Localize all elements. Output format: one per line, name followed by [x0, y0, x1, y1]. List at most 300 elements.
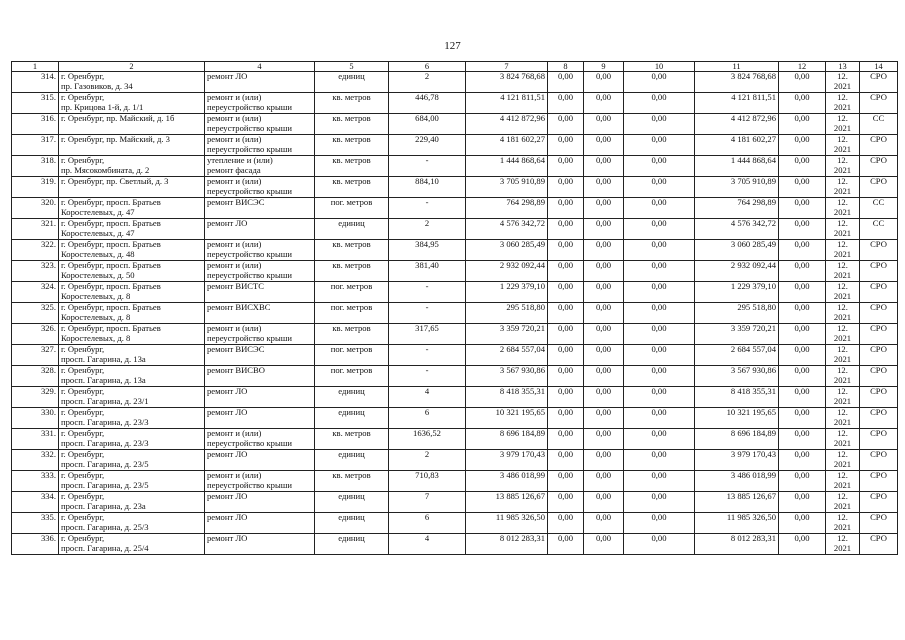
total-cost-cell — [466, 492, 548, 513]
column-header: 2 — [59, 62, 205, 72]
table-row — [12, 429, 898, 450]
col9-cell-line: 0,00 — [595, 491, 612, 501]
total-cost-cell-line: 8 696 184,89 — [499, 428, 545, 438]
unit-cell-line: единиц — [338, 533, 365, 543]
address-cell — [59, 450, 205, 471]
column-header: 6 — [389, 62, 466, 72]
address-cell — [59, 408, 205, 429]
row-number-line: 327. — [40, 344, 56, 354]
fund-amount-cell-line: 4 576 342,72 — [730, 218, 776, 228]
address-cell-line: просп. Гагарина, д. 23/3 — [61, 437, 149, 448]
fund-type-cell — [860, 366, 898, 387]
col10-cell-line: 0,00 — [651, 92, 667, 102]
address-cell — [59, 429, 205, 450]
total-cost-cell-line: 3 705 910,89 — [499, 176, 545, 186]
quantity-cell — [389, 492, 466, 513]
address-cell-line: г. Оренбург, — [61, 386, 105, 396]
deadline-cell-line: 12. — [837, 323, 848, 333]
table-body — [12, 62, 898, 555]
col10-cell-line: 0,00 — [651, 113, 667, 123]
quantity-cell — [389, 156, 466, 177]
work-type-cell — [205, 324, 315, 345]
deadline-cell-line: 12. — [837, 197, 848, 207]
row-number — [12, 198, 59, 219]
col9-cell-line: 0,00 — [595, 512, 612, 522]
row-number-line: 331. — [40, 428, 56, 438]
row-number-line: 315. — [40, 92, 56, 102]
unit-cell-line: кв. метров — [332, 239, 371, 249]
col8-cell — [548, 513, 584, 534]
col9-cell — [584, 114, 624, 135]
quantity-cell-line: - — [425, 365, 429, 375]
table-row — [12, 261, 898, 282]
work-type-cell-line: ремонт ЛО — [207, 533, 248, 543]
unit-cell — [315, 156, 389, 177]
fund-type-cell-line: СРО — [870, 71, 887, 81]
total-cost-cell-line: 4 576 342,72 — [499, 218, 545, 228]
fund-amount-cell — [695, 72, 779, 93]
fund-type-cell — [860, 177, 898, 198]
quantity-cell-line: - — [425, 281, 429, 291]
col8-cell-line: 0,00 — [557, 281, 574, 291]
unit-cell-line: кв. метров — [332, 323, 371, 333]
work-type-cell-line: переустройство крыши — [207, 185, 292, 196]
table-row — [12, 93, 898, 114]
fund-type-cell — [860, 387, 898, 408]
col9-cell-line: 0,00 — [595, 155, 612, 165]
quantity-cell — [389, 282, 466, 303]
col10-cell-line: 0,00 — [651, 428, 667, 438]
col12-cell — [779, 93, 826, 114]
fund-amount-cell — [695, 240, 779, 261]
col12-cell — [779, 513, 826, 534]
fund-amount-cell — [695, 366, 779, 387]
col10-cell — [624, 387, 695, 408]
address-cell-line: г. Оренбург, просп. Братьев — [61, 302, 161, 312]
quantity-cell — [389, 219, 466, 240]
deadline-cell-line: 2021 — [833, 122, 852, 133]
address-cell-line: г. Оренбург, — [61, 533, 105, 543]
col12-cell-line: 0,00 — [794, 218, 810, 228]
col12-cell-line: 0,00 — [794, 92, 810, 102]
col10-cell — [624, 534, 695, 555]
col9-cell-line: 0,00 — [595, 134, 612, 144]
col12-cell-line: 0,00 — [794, 197, 810, 207]
unit-cell-line: пог. метров — [330, 365, 373, 375]
unit-cell — [315, 135, 389, 156]
deadline-cell — [826, 135, 860, 156]
address-cell-line: пр. Газовиков, д. 34 — [61, 80, 133, 91]
table-row — [12, 366, 898, 387]
fund-type-cell-line: СРО — [870, 428, 887, 438]
unit-cell-line: пог. метров — [330, 344, 373, 354]
col12-cell-line: 0,00 — [794, 71, 810, 81]
fund-type-cell-line: СРО — [870, 260, 887, 270]
fund-amount-cell — [695, 219, 779, 240]
row-number — [12, 93, 59, 114]
col8-cell-line: 0,00 — [557, 239, 574, 249]
fund-amount-cell-line: 295 518,80 — [737, 302, 776, 312]
total-cost-cell-line: 4 121 811,51 — [500, 92, 545, 102]
deadline-cell-line: 12. — [837, 365, 848, 375]
fund-amount-cell-line: 3 979 170,43 — [730, 449, 776, 459]
unit-cell-line: кв. метров — [332, 260, 371, 270]
total-cost-cell — [466, 219, 548, 240]
deadline-cell-line: 12. — [837, 344, 848, 354]
col9-cell — [584, 429, 624, 450]
row-number — [12, 282, 59, 303]
table-row — [12, 513, 898, 534]
col8-cell — [548, 471, 584, 492]
address-cell-line: Коростелевых, д. 8 — [61, 311, 131, 322]
fund-type-cell — [860, 135, 898, 156]
quantity-cell-line: 1636,52 — [413, 428, 441, 438]
col9-cell — [584, 450, 624, 471]
deadline-cell-line: 2021 — [833, 458, 852, 469]
address-cell — [59, 93, 205, 114]
row-number — [12, 429, 59, 450]
unit-cell — [315, 114, 389, 135]
row-number-line: 317. — [40, 134, 56, 144]
table-row — [12, 114, 898, 135]
col10-cell — [624, 177, 695, 198]
col10-cell-line: 0,00 — [651, 155, 667, 165]
col12-cell — [779, 177, 826, 198]
work-type-cell-line: переустройство крыши — [207, 248, 292, 259]
fund-amount-cell-line: 4 412 872,96 — [730, 113, 776, 123]
fund-amount-cell-line: 2 932 092,44 — [730, 260, 776, 270]
col12-cell — [779, 135, 826, 156]
col8-cell — [548, 387, 584, 408]
quantity-cell — [389, 93, 466, 114]
col8-cell-line: 0,00 — [557, 134, 574, 144]
row-number — [12, 72, 59, 93]
quantity-cell-line: 381,40 — [415, 260, 439, 270]
total-cost-cell — [466, 408, 548, 429]
table-row — [12, 72, 898, 93]
row-number — [12, 135, 59, 156]
col8-cell-line: 0,00 — [557, 302, 574, 312]
col12-cell — [779, 387, 826, 408]
col10-cell — [624, 156, 695, 177]
address-cell-line: г. Оренбург, — [61, 92, 105, 102]
work-type-cell-line: ремонт ВИСВО — [207, 365, 265, 375]
unit-cell — [315, 366, 389, 387]
col8-cell-line: 0,00 — [557, 176, 574, 186]
fund-type-cell — [860, 93, 898, 114]
col10-cell-line: 0,00 — [651, 344, 667, 354]
work-type-cell-line: ремонт ЛО — [207, 512, 248, 522]
col9-cell — [584, 387, 624, 408]
fund-amount-cell-line: 1 229 379,10 — [730, 281, 776, 291]
column-header: 13 — [826, 62, 860, 72]
col10-cell — [624, 240, 695, 261]
table-row — [12, 135, 898, 156]
fund-amount-cell — [695, 282, 779, 303]
quantity-cell — [389, 429, 466, 450]
fund-type-cell-line: СРО — [870, 323, 887, 333]
total-cost-cell-line: 3 359 720,21 — [499, 323, 545, 333]
address-cell-line: г. Оренбург, — [61, 491, 105, 501]
deadline-cell-line: 12. — [837, 470, 848, 480]
deadline-cell — [826, 114, 860, 135]
total-cost-cell — [466, 114, 548, 135]
quantity-cell-line: 684,00 — [415, 113, 439, 123]
deadline-cell — [826, 345, 860, 366]
col12-cell — [779, 72, 826, 93]
work-type-cell-line — [207, 502, 312, 512]
deadline-cell-line: 12. — [837, 176, 848, 186]
col9-cell — [584, 198, 624, 219]
total-cost-cell-line: 3 060 285,49 — [499, 239, 545, 249]
work-type-cell-line — [207, 523, 312, 533]
work-type-cell — [205, 198, 315, 219]
col12-cell-line: 0,00 — [794, 407, 810, 417]
column-header: 8 — [548, 62, 584, 72]
col9-cell-line: 0,00 — [595, 407, 612, 417]
work-type-cell — [205, 513, 315, 534]
quantity-cell — [389, 471, 466, 492]
col9-cell — [584, 261, 624, 282]
col12-cell-line: 0,00 — [794, 155, 810, 165]
fund-amount-cell — [695, 198, 779, 219]
work-type-cell-line: переустройство крыши — [207, 269, 292, 280]
deadline-cell-line: 2021 — [833, 80, 852, 91]
col9-cell — [584, 303, 624, 324]
col8-cell — [548, 240, 584, 261]
unit-cell — [315, 93, 389, 114]
col10-cell-line: 0,00 — [651, 134, 667, 144]
total-cost-cell — [466, 156, 548, 177]
fund-type-cell — [860, 198, 898, 219]
deadline-cell — [826, 450, 860, 471]
col9-cell-line: 0,00 — [595, 260, 612, 270]
row-number-line: 320. — [40, 197, 56, 207]
unit-cell-line: единиц — [338, 407, 365, 417]
total-cost-cell-line: 1 444 868,64 — [499, 155, 545, 165]
col8-cell — [548, 492, 584, 513]
address-cell-line: г. Оренбург, — [61, 449, 105, 459]
unit-cell — [315, 471, 389, 492]
work-type-cell — [205, 387, 315, 408]
col8-cell-line: 0,00 — [557, 365, 574, 375]
work-type-cell — [205, 261, 315, 282]
row-number-line: 336. — [40, 533, 56, 543]
deadline-cell-line: 12. — [837, 155, 848, 165]
quantity-cell-line: 6 — [424, 407, 430, 417]
work-type-cell-line — [207, 376, 312, 386]
fund-amount-cell-line: 3 567 930,86 — [730, 365, 776, 375]
quantity-cell-line: 446,78 — [415, 92, 439, 102]
col12-cell — [779, 156, 826, 177]
col8-cell-line: 0,00 — [557, 470, 574, 480]
address-cell-line: г. Оренбург, — [61, 344, 105, 354]
col8-cell-line: 0,00 — [557, 323, 574, 333]
fund-type-cell-line: СРО — [870, 239, 887, 249]
fund-type-cell — [860, 156, 898, 177]
work-type-cell-line — [207, 460, 312, 470]
col12-cell-line: 0,00 — [794, 365, 810, 375]
fund-amount-cell-line: 3 060 285,49 — [730, 239, 776, 249]
quantity-cell-line: 317,65 — [415, 323, 439, 333]
fund-type-cell — [860, 450, 898, 471]
unit-cell — [315, 219, 389, 240]
col12-cell-line: 0,00 — [794, 134, 810, 144]
fund-amount-cell-line: 3 824 768,68 — [730, 71, 776, 81]
col8-cell — [548, 303, 584, 324]
deadline-cell — [826, 156, 860, 177]
col10-cell-line: 0,00 — [651, 239, 667, 249]
address-cell — [59, 198, 205, 219]
address-cell-line: г. Оренбург, пр. Майский, д. 3 — [61, 134, 170, 144]
total-cost-cell — [466, 471, 548, 492]
deadline-cell-line: 12. — [837, 533, 848, 543]
fund-amount-cell — [695, 324, 779, 345]
quantity-cell-line: 7 — [424, 491, 430, 501]
quantity-cell — [389, 198, 466, 219]
col8-cell-line: 0,00 — [557, 386, 574, 396]
address-cell — [59, 261, 205, 282]
fund-amount-cell — [695, 93, 779, 114]
col10-cell-line: 0,00 — [651, 449, 667, 459]
total-cost-cell — [466, 303, 548, 324]
row-number-line: 328. — [40, 365, 56, 375]
quantity-cell — [389, 177, 466, 198]
row-number-line: 319. — [40, 176, 56, 186]
quantity-cell — [389, 345, 466, 366]
table-row — [12, 492, 898, 513]
work-type-cell-line: ремонт и (или) — [207, 323, 262, 333]
col8-cell-line: 0,00 — [557, 113, 574, 123]
fund-type-cell-line: СС — [872, 113, 885, 123]
work-type-cell-line: ремонт и (или) — [207, 92, 262, 102]
quantity-cell — [389, 534, 466, 555]
deadline-cell — [826, 324, 860, 345]
col9-cell — [584, 471, 624, 492]
deadline-cell-line: 2021 — [833, 290, 852, 301]
col10-cell — [624, 198, 695, 219]
column-header: 11 — [695, 62, 779, 72]
unit-cell — [315, 429, 389, 450]
table-row — [12, 219, 898, 240]
col9-cell — [584, 72, 624, 93]
address-cell-line: просп. Гагарина, д. 23/1 — [61, 395, 149, 406]
col12-cell — [779, 219, 826, 240]
work-type-cell-line: переустройство крыши — [207, 437, 292, 448]
quantity-cell — [389, 114, 466, 135]
col10-cell-line: 0,00 — [651, 512, 667, 522]
table-row — [12, 303, 898, 324]
fund-type-cell-line: СРО — [870, 512, 887, 522]
deadline-cell-line: 2021 — [833, 521, 852, 532]
address-cell — [59, 387, 205, 408]
col9-cell-line: 0,00 — [595, 239, 612, 249]
work-type-cell-line: ремонт фасада — [207, 164, 261, 175]
fund-amount-cell-line: 1 444 868,64 — [730, 155, 776, 165]
col8-cell — [548, 429, 584, 450]
fund-amount-cell-line: 764 298,89 — [737, 197, 776, 207]
col12-cell-line: 0,00 — [794, 344, 810, 354]
work-type-cell-line: ремонт и (или) — [207, 134, 262, 144]
work-type-cell — [205, 156, 315, 177]
address-cell-line: г. Оренбург, просп. Братьев — [61, 239, 161, 249]
col10-cell-line: 0,00 — [651, 386, 667, 396]
deadline-cell-line: 12. — [837, 134, 848, 144]
column-header: 1 — [12, 62, 59, 72]
quantity-cell-line: 884,10 — [415, 176, 439, 186]
fund-amount-cell-line: 8 418 355,31 — [730, 386, 776, 396]
col8-cell — [548, 72, 584, 93]
deadline-cell-line: 12. — [837, 260, 848, 270]
col10-cell — [624, 513, 695, 534]
total-cost-cell-line: 3 486 018,99 — [499, 470, 545, 480]
fund-type-cell-line: СС — [872, 218, 885, 228]
address-cell-line: г. Оренбург, — [61, 470, 105, 480]
unit-cell-line: единиц — [338, 491, 365, 501]
col8-cell-line: 0,00 — [557, 533, 574, 543]
unit-cell-line: единиц — [338, 71, 365, 81]
col9-cell-line: 0,00 — [595, 197, 612, 207]
address-cell — [59, 219, 205, 240]
col8-cell-line: 0,00 — [557, 92, 574, 102]
work-type-cell — [205, 135, 315, 156]
column-header: 4 — [205, 62, 315, 72]
col12-cell — [779, 261, 826, 282]
col9-cell — [584, 513, 624, 534]
work-type-cell — [205, 534, 315, 555]
address-cell-line: просп. Гагарина, д. 25/3 — [61, 521, 149, 532]
fund-type-cell-line: СРО — [870, 176, 887, 186]
fund-amount-cell — [695, 513, 779, 534]
row-number-line: 333. — [40, 470, 56, 480]
fund-amount-cell-line: 13 885 126,67 — [726, 491, 776, 501]
col10-cell — [624, 114, 695, 135]
col9-cell — [584, 282, 624, 303]
col10-cell — [624, 93, 695, 114]
work-type-cell-line: ремонт ВИСХВС — [207, 302, 271, 312]
row-number — [12, 408, 59, 429]
address-cell-line: г. Оренбург, — [61, 155, 105, 165]
col10-cell-line: 0,00 — [651, 302, 667, 312]
deadline-cell-line: 2021 — [833, 395, 852, 406]
address-cell — [59, 324, 205, 345]
fund-amount-cell — [695, 345, 779, 366]
work-type-cell — [205, 219, 315, 240]
col10-cell — [624, 429, 695, 450]
col10-cell-line: 0,00 — [651, 533, 667, 543]
col10-cell-line: 0,00 — [651, 197, 667, 207]
fund-amount-cell — [695, 156, 779, 177]
address-cell-line — [61, 145, 202, 155]
fund-type-cell — [860, 303, 898, 324]
col10-cell-line: 0,00 — [651, 71, 667, 81]
col12-cell — [779, 282, 826, 303]
work-type-cell-line: ремонт ЛО — [207, 491, 248, 501]
unit-cell — [315, 198, 389, 219]
work-type-cell-line: переустройство крыши — [207, 122, 292, 133]
col9-cell — [584, 345, 624, 366]
total-cost-cell-line: 2 932 092,44 — [499, 260, 545, 270]
col10-cell-line: 0,00 — [651, 218, 667, 228]
col8-cell-line: 0,00 — [557, 407, 574, 417]
address-cell-line: г. Оренбург, — [61, 512, 105, 522]
unit-cell-line: кв. метров — [332, 470, 371, 480]
row-number-line: 332. — [40, 449, 56, 459]
col10-cell — [624, 324, 695, 345]
col8-cell — [548, 156, 584, 177]
total-cost-cell — [466, 366, 548, 387]
fund-amount-cell — [695, 450, 779, 471]
